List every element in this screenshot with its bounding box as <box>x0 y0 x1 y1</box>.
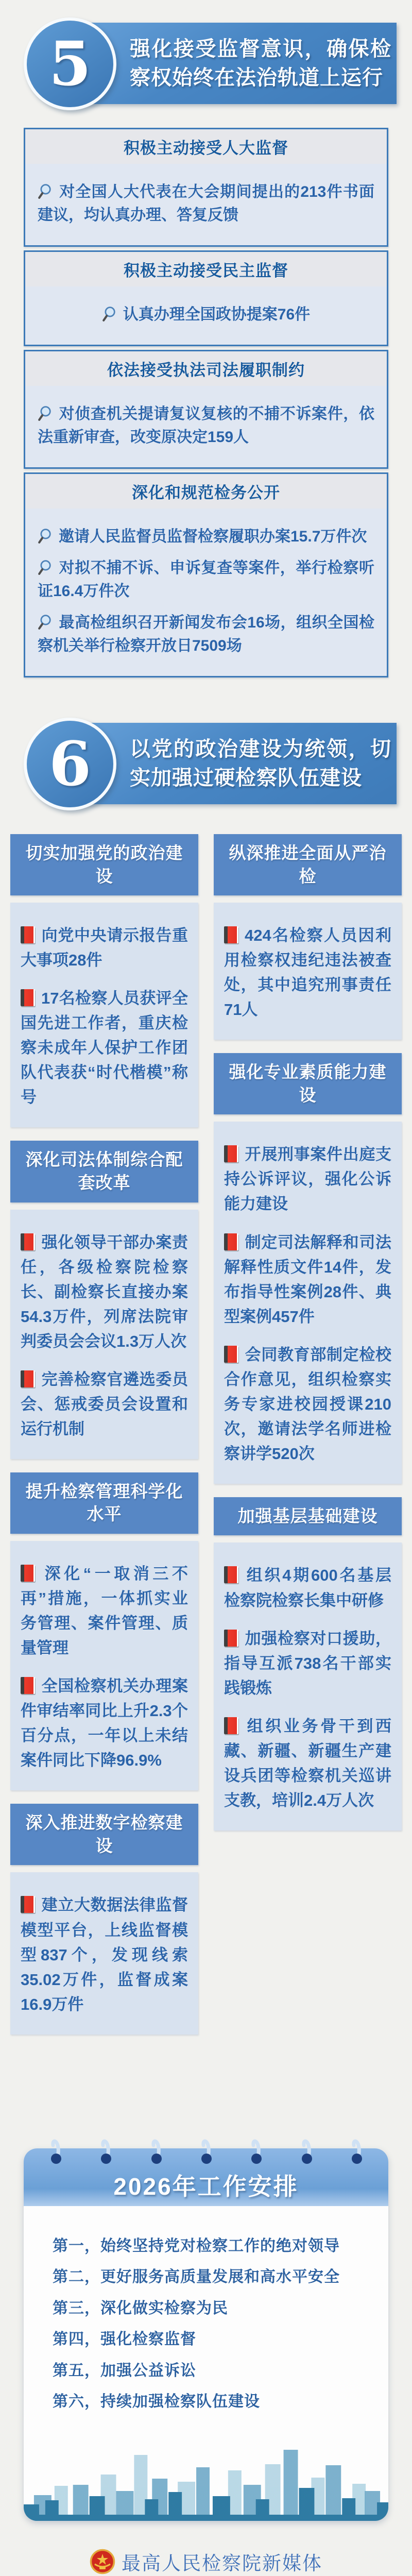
box-header: 积极主动接受民主监督 <box>25 252 387 286</box>
plan-item: 第五，加强公益诉讼 <box>53 2362 196 2379</box>
list-item <box>21 1893 188 2016</box>
city-skyline-illustration <box>24 2434 388 2521</box>
group-box <box>214 1543 402 1830</box>
list-item <box>224 1714 391 1813</box>
item-text: 17名检察人员获评全国先进工作者，重庆检察未成年人保护工作团队代表获“时代楷模”称号 <box>21 989 188 1107</box>
plan-2026-header-band <box>24 2148 388 2206</box>
section-6-number-badge <box>24 718 116 810</box>
group-box <box>214 1122 402 1484</box>
item-text: 会同教育部制定检校合作意见，组织检察实务专家进校园授课210次，邀请法学名师进检察讲学520次 <box>224 1345 391 1463</box>
book-icon <box>224 926 238 943</box>
book-icon <box>21 1370 35 1387</box>
section-6-columns <box>10 834 402 2048</box>
list-item <box>224 1230 391 1329</box>
item-text: 制定司法解释和司法解释性质文件14件，发布指导性案例28件、典型案例457件 <box>224 1233 391 1326</box>
binder-ring-icon <box>299 2133 314 2167</box>
magnifier-icon <box>38 183 55 200</box>
item-text: 对拟不捕不诉、申诉复查等案件，举行检察听证16.4万件次 <box>38 560 374 600</box>
magnifier-icon <box>38 559 55 576</box>
item-text: 组织业务骨干到西藏、新疆、新疆生产建设兵团等检察机关巡讲支教，培训2.4万人次 <box>224 1717 391 1809</box>
book-icon <box>224 1717 238 1734</box>
list-item <box>224 1343 391 1466</box>
group-header-digital-procuratorate: 深入推进数字检察建设 <box>10 1804 198 1865</box>
plan-2026-card <box>24 2148 388 2521</box>
list-item <box>38 180 374 227</box>
item-text: 开展刑事案件出庭支持公诉评议，强化公诉能力建设 <box>224 1145 391 1213</box>
section-5-banner <box>0 23 412 104</box>
book-icon <box>21 1677 35 1694</box>
list-item <box>21 1230 188 1354</box>
supervision-box-democratic <box>24 250 388 346</box>
plan-item: 第三，深化做实检察为民 <box>53 2299 228 2317</box>
list-item <box>38 303 374 326</box>
group-box <box>10 903 198 1127</box>
procuratorate-emblem-icon <box>90 2549 115 2574</box>
section-6-title: 以党的政治建设为统领，切实加强过硬检察队伍建设 <box>130 737 391 790</box>
item-text: 强化领导干部办案责任，各级检察院检察长、副检察长直接办案54.3万件，列席法院审判委员会会议1.3万人次 <box>21 1233 188 1350</box>
binder-ring-icon <box>199 2133 213 2167</box>
item-text: 认真办理全国政协提案76件 <box>123 306 311 323</box>
magnifier-icon <box>102 306 119 323</box>
group-header-strict-governance: 纵深推进全面从严治检 <box>214 834 402 895</box>
book-icon <box>224 1566 238 1583</box>
group-header-management-level: 提升检察管理科学化水平 <box>10 1472 198 1534</box>
list-item <box>38 556 374 603</box>
book-icon <box>21 926 35 943</box>
plan-item: 第一，始终坚持党对检察工作的绝对领导 <box>53 2237 340 2255</box>
plan-item: 第二，更好服务高质量发展和高水平安全 <box>53 2268 340 2286</box>
box-header: 深化和规范检务公开 <box>25 474 387 509</box>
group-box <box>10 1541 198 1790</box>
group-header-grassroots-foundation: 加强基层基础建设 <box>214 1497 402 1536</box>
book-icon <box>21 1233 35 1250</box>
book-icon <box>224 1233 238 1250</box>
book-icon <box>21 1896 35 1913</box>
item-text: 深化“一取消三不再”措施，一体抓实业务管理、案件管理、质量管理 <box>21 1564 188 1657</box>
supervision-box-npc <box>24 128 388 247</box>
book-icon <box>21 989 35 1006</box>
left-column <box>10 834 198 2048</box>
box-header: 依法接受执法司法履职制约 <box>25 351 387 386</box>
binder-rings <box>48 2133 364 2167</box>
list-item <box>21 1674 188 1773</box>
binder-ring-icon <box>48 2133 63 2167</box>
group-header-political-building: 切实加强党的政治建设 <box>10 834 198 895</box>
item-text: 完善检察官遴选委员会、惩戒委员会设置和运行机制 <box>21 1370 188 1438</box>
right-column <box>214 834 402 1844</box>
group-header-professional-capability: 强化专业素质能力建设 <box>214 1053 402 1114</box>
binder-ring-icon <box>249 2133 263 2167</box>
list-item <box>224 1142 391 1216</box>
section-5-content <box>0 128 412 677</box>
group-box <box>214 903 402 1040</box>
list-item <box>21 1562 188 1660</box>
group-header-judicial-reform: 深化司法体制综合配套改革 <box>10 1141 198 1202</box>
binder-ring-icon <box>349 2133 364 2167</box>
section-6-number: 6 <box>48 728 92 800</box>
book-icon <box>224 1630 238 1647</box>
item-text: 最高检组织召开新闻发布会16场，组织全国检察机关举行检察开放日7509场 <box>38 614 374 654</box>
plan-2026-title: 2026年工作安排 <box>113 2173 299 2200</box>
list-item <box>38 402 374 449</box>
footer-label: 最高人民检察院新媒体 <box>122 2552 322 2574</box>
item-text: 对全国人大代表在大会期间提出的213件书面建议，均认真办理、答复反馈 <box>38 183 374 224</box>
item-text: 组织4期600名基层检察院检察长集中研修 <box>224 1566 391 1609</box>
magnifier-icon <box>38 405 55 422</box>
section-5-number: 5 <box>48 28 92 99</box>
supervision-box-law-enforcement <box>24 350 388 469</box>
item-text: 向党中央请示报告重大事项28件 <box>21 926 188 970</box>
item-text: 424名检察人员因利用检察权违纪违法被查处，其中追究刑事责任71人 <box>224 926 391 1019</box>
list-item <box>38 525 374 548</box>
item-text: 对侦查机关提请复议复核的不捕不诉案件，依法重新审查，改变原决定159人 <box>38 405 374 446</box>
plan-item: 第四，强化检察监督 <box>53 2331 196 2348</box>
section-6-banner <box>0 723 412 804</box>
item-text: 建立大数据法律监督模型平台，上线监督模型837个，发现线索35.02万件，监督成案16.9万件 <box>21 1896 188 2013</box>
magnifier-icon <box>38 614 55 631</box>
list-item <box>21 1367 188 1442</box>
group-box <box>10 1872 198 2034</box>
binder-ring-icon <box>149 2133 163 2167</box>
item-text: 邀请人民监督员监督检察履职办案15.7万件次 <box>59 528 367 545</box>
binder-ring-icon <box>98 2133 113 2167</box>
list-item <box>224 1563 391 1613</box>
list-item <box>224 923 391 1022</box>
magnifier-icon <box>38 528 55 545</box>
book-icon <box>224 1346 238 1363</box>
book-icon <box>21 1565 35 1582</box>
group-box <box>10 1210 198 1459</box>
supervision-box-openness <box>24 472 388 677</box>
section-5-number-badge <box>24 18 116 110</box>
box-header: 积极主动接受人大监督 <box>25 129 387 164</box>
footer <box>0 2548 412 2575</box>
book-icon <box>224 1145 238 1162</box>
list-item <box>21 923 188 973</box>
item-text: 全国检察机关办理案件审结率同比上升2.3个百分点，一年以上未结案件同比下降96.9% <box>21 1677 188 1770</box>
section-5-title: 强化接受监督意识，确保检察权始终在法治轨道上运行 <box>130 37 391 90</box>
list-item <box>21 986 188 1110</box>
plan-item: 第六，持续加强检察队伍建设 <box>53 2393 260 2411</box>
list-item <box>38 611 374 657</box>
item-text: 加强检察对口援助，指导互派738名干部实践锻炼 <box>224 1629 391 1697</box>
list-item <box>224 1626 391 1701</box>
